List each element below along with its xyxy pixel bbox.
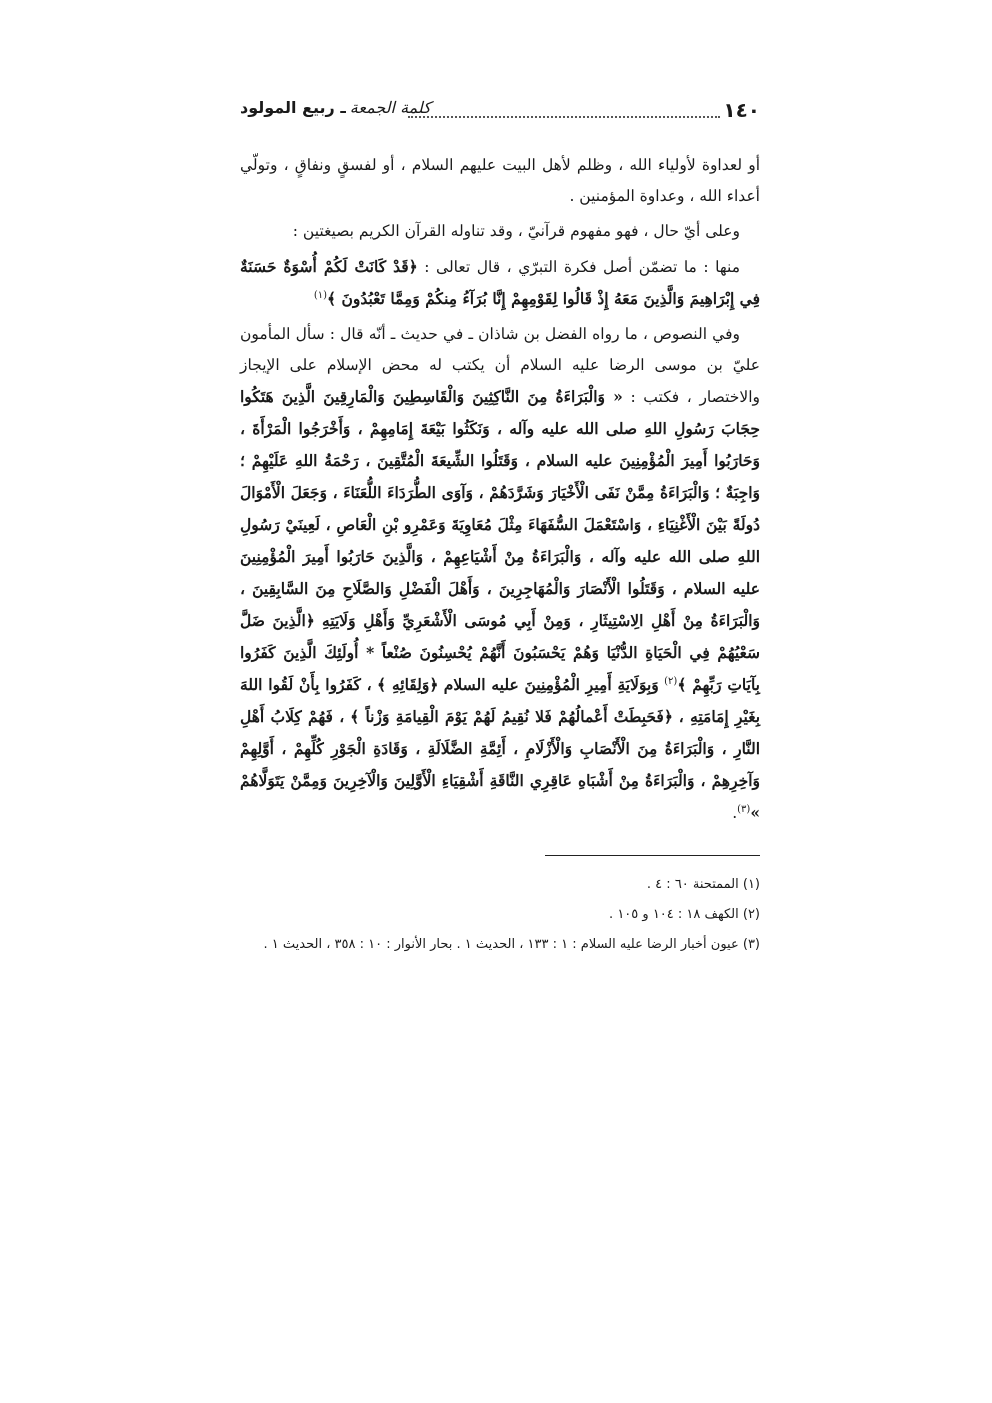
- chapter-title: ـ ربيع المولود: [240, 98, 346, 117]
- paragraph-4-end: .: [732, 804, 738, 822]
- footnote-3: (٣) عيون أخبار الرضا عليه السلام : ١ : ١٣٣ ، الحديث ١ . بحار الأنوار : ١٠ : ٣٥٨ ، الحديث ١ .: [263, 937, 760, 952]
- paragraph-4: [240, 319, 760, 829]
- running-header: [240, 92, 760, 128]
- main-text: [240, 150, 760, 829]
- quran-verse-2: ﴿الَّذِينَ ضَلَّ سَعْيُهُمْ فِي الْحَيَاةِ الدُّنْيَا وَهُمْ يَحْسَبُونَ أَنَّهُمْ يُحْسِنُونَ صُنْعاً * أُولَئِكَ الَّذِينَ كَفَرُوا بِآيَاتِ رَبِّهِمْ ﴾: [240, 611, 760, 694]
- footnote-ref-1: (١): [313, 289, 328, 301]
- footnote-2: (٢) الكهف ١٨ : ١٠٤ و ١٠٥ .: [609, 907, 760, 922]
- quran-verse-3: ﴿وَلِقَائِهِ ﴾: [377, 675, 439, 694]
- footnote-ref-3: (٣): [737, 803, 751, 815]
- hadith-text-a: « وَالْبَرَاءَةُ مِنَ النَّاكِثِينَ وَالْقَاسِطِينَ وَالْمَارِقِينَ الَّذِينَ هَتَكُوا حِجَابَ رَسُولِ اللهِ صلى الله عليه وآله ، وَنَكَثُوا بَيْعَةَ إِمَامِهِمْ ، وَأَخْرَجُوا الْمَرْأَةَ ، وَحَارَبُوا أَمِيرَ الْمُؤْمِنِينَ عليه السلام ، وَقَتَلُوا الشِّيعَةَ الْمُتَّقِينَ ، رَحْمَةُ اللهِ عَلَيْهِمْ ؛ وَاجِبَةٌ ؛ وَالْبَرَاءَةُ مِمَّنْ نَفَى الْأَخْيَارَ وَشَرَّدَهُمْ ، وَآوَى الطُّرَدَاءَ اللُّعَنَاءَ ، وَجَعَلَ الْأَمْوَالَ دُولَةً بَيْنَ الْأَغْنِيَاءِ ، وَاسْتَعْمَلَ السُّفَهَاءَ مِثْلَ مُعَاوِيَةَ وَعَمْرِو بْنِ الْعَاصِ ، لَعِينَيْ رَسُولِ اللهِ صلى الله عليه وآله ، وَالْبَرَاءَةُ مِنْ أَشْيَاعِهِمْ ، وَالَّذِينَ حَارَبُوا أَمِيرَ الْمُؤْمِنِينَ عليه السلام ، وَقَتَلُوا الْأَنْصَارَ وَالْمُهَاجِرِينَ ، وَأَهْلَ الْفَضْلِ وَالصَّلَاحِ مِنَ السَّابِقِينَ ، وَالْبَرَاءَةُ مِنْ أَهْلِ الِاسْتِيثَارِ ، وَمِنْ أَبِي مُوسَى الْأَشْعَرِيِّ وَأَهْلِ وَلَايَتِهِ: [240, 387, 760, 630]
- paragraph-3-intro: منها : ما تضمّن أصل فكرة التبرّي ، قال تعالى :: [424, 258, 740, 276]
- quran-verse-1: ﴿قَدْ كَانَتْ لَكُمْ أُسْوَةٌ حَسَنَةٌ فِي إِبْرَاهِيمَ وَالَّذِينَ مَعَهُ إِذْ قَالُوا لِقَوْمِهِمْ إِنَّا بُرَآءُ مِنكُمْ وَمِمَّا تَعْبُدُونَ ﴾: [240, 257, 760, 308]
- footnote-ref-2: (٢): [664, 675, 678, 687]
- header-leader-dots: [408, 116, 720, 118]
- footnote-1: (١) الممتحنة ٦٠ : ٤ .: [646, 877, 760, 892]
- paragraph-1: أو لعداوة لأولياء الله ، وظلم لأهل البيت عليهم السلام ، أو لفسقٍ ونفاقٍ ، وتولّي أعداء الله ، وعداوة المؤمنين .: [240, 156, 760, 205]
- paragraph-2: وعلى أيّ حال ، فهو مفهوم قرآنيّ ، وقد تناوله القرآن الكريم بصيغتين :: [292, 222, 740, 240]
- running-title: [240, 98, 431, 117]
- paragraph-4-intro: وفي النصوص ، ما رواه الفضل بن شاذان ـ في حديث ـ أنّه قال : سأل المأمون عليّ بن موسى الرضا عليه السلام أن يكتب له محض الإسلام على الإيجاز والاختصار ، فكتب :: [240, 325, 760, 406]
- page-number: ١٤٠: [723, 98, 760, 122]
- hadith-text-c: ، كَفَرُوا بِأَنْ لَقُوا اللهَ بِغَيْرِ إِمَامَتِهِ ،: [240, 675, 761, 726]
- hadith-text-d: ، فَهُمْ كِلَابُ أَهْلِ النَّارِ ، وَالْبَرَاءَةُ مِنَ الْأَنْصَابِ وَالْأَزْلَامِ ، أَئِمَّةِ الضَّلَالَةِ ، وَقَادَةِ الْجَوْرِ كُلِّهِمْ ، أَوَّلِهِمْ وَآخِرِهِمْ ، وَالْبَرَاءَةُ مِنْ أَشْبَاهِ عَاقِرِي النَّاقَةِ أَشْقِيَاءِ الْأَوَّلِينَ وَالْآخِرِينَ وَمِمَّنْ يَتَوَلَّاهُمْ »: [240, 707, 760, 822]
- footnote-divider: [545, 855, 760, 856]
- quran-verse-4: ﴿فَحَبِطَتْ أَعْمالُهُمْ فَلا نُقِيمُ لَهُمْ يَوْمَ الْقِيامَةِ وَزْناً ﴾: [350, 707, 673, 726]
- page: [240, 92, 760, 1332]
- hadith-text-b: وَبِوَلَايَةِ أَمِيرِ الْمُؤْمِنِينَ عليه السلام: [443, 675, 659, 694]
- paragraph-3: [240, 251, 760, 315]
- series-title: كلمة الجمعة: [349, 98, 431, 117]
- footnotes: [240, 870, 760, 960]
